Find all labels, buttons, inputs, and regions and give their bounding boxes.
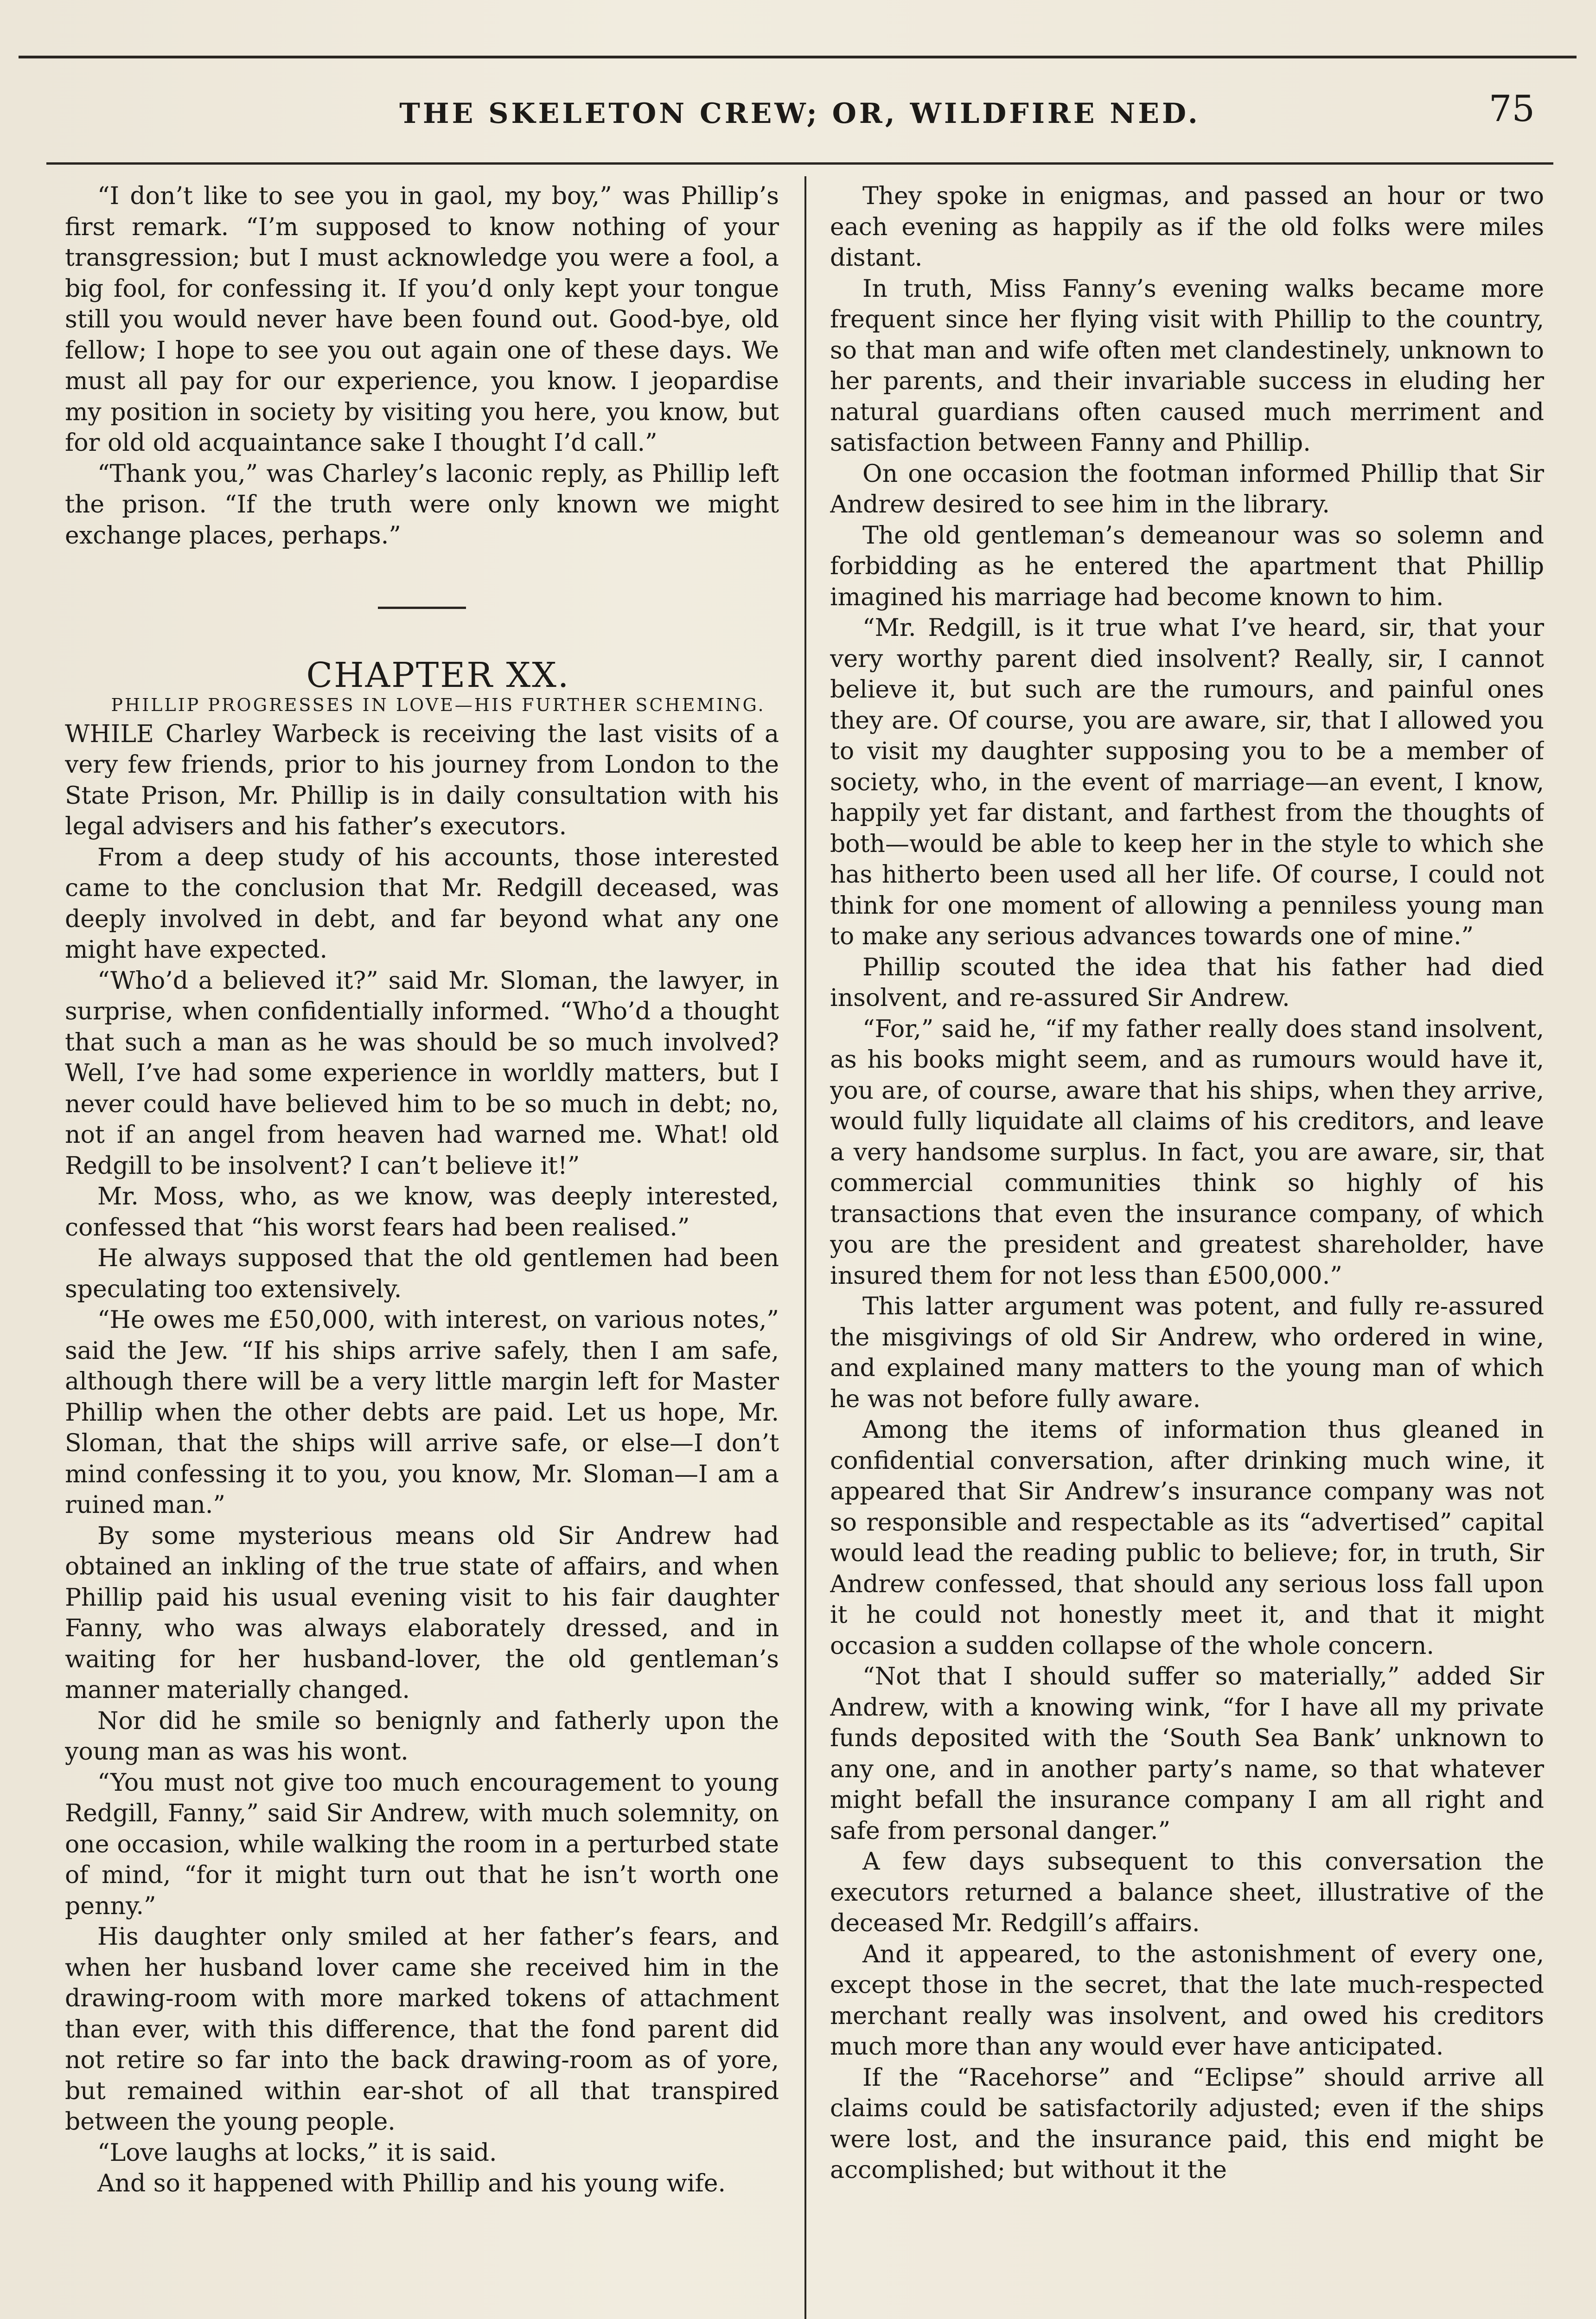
paragraph: On one occasion the footman informed Phillip that Sir Andrew desired to see him in the library. bbox=[830, 460, 1544, 519]
left-column bbox=[65, 181, 779, 2319]
paragraph: Among the items of information thus gleaned in confidential conversation, after drinking much wine, it appeared that Sir Andrew’s insurance company was not so responsible and respectable as its “advertised” capital would lead the reading public to believe; for, in truth, Sir Andrew confessed, that should any serious loss fall upon it he could not honestly meet it, and that it might occasion a sudden collapse of the whole concern. bbox=[830, 1416, 1544, 1660]
paragraph: Mr. Moss, who, as we know, was deeply interested, confessed that “his worst fears had been realised.” bbox=[65, 1183, 779, 1242]
paragraph: “Who’d a believed it?” said Mr. Sloman, the lawyer, in surprise, when confidentially informed. “Who’d a thought that such a man as he was should be so much involved? Well, I’ve had some experience in worldly matters, but I never could have believed him to be so much in debt; no, not if an angel from heaven had warned me. What! old Redgill to be insolvent? I can’t believe it!” bbox=[65, 967, 779, 1180]
paragraph: “You must not give too much encouragement to young Redgill, Fanny,” said Sir Andrew, with much solemnity, on one occasion, while walking the room in a perturbed state of mind, “for it might turn out that he isn’t worth one penny.” bbox=[65, 1768, 779, 1920]
paragraph: “He owes me £50,000, with interest, on various notes,” said the Jew. “If his ships arrive safely, then I am safe, although there will be a very little margin left for Master Phillip when the other debts are paid. Let us hope, Mr. Sloman, that the ships will arrive safe, or else—I don’t mind confessing it to you, you know, Mr. Sloman—I am a ruined man.” bbox=[65, 1306, 779, 1519]
page-number: 75 bbox=[1488, 88, 1535, 130]
column-divider bbox=[804, 176, 806, 2319]
paragraph: This latter argument was potent, and fully re-assured the misgivings of old Sir Andrew, who ordered in wine, and explained many matters to the young man of which he was not before fully aware. bbox=[830, 1293, 1544, 1413]
paragraph: “Mr. Redgill, is it true what I’ve heard, sir, that your very worthy parent died insolvent? Really, sir, I cannot believe it, but such are the rumours, and painful ones they are. Of course, you are aware, sir, that I allowed you to visit my daughter supposing you to be a member of society, who, in the event of marriage—an event, I know, happily yet far distant, and farthest from the thoughts of both—would be able to keep her in the style to which she has hitherto been used all her life. Of course, I could not think for one moment of allowing a penniless young man to make any serious advances towards one of mine.” bbox=[830, 614, 1544, 950]
paragraph: “Love laughs at locks,” it is said. bbox=[97, 2139, 497, 2167]
paragraph: The old gentleman’s demeanour was so solemn and forbidding as he entered the apartment that Phillip imagined his marriage had become known to him. bbox=[830, 521, 1544, 611]
paragraph: They spoke in enigmas, and passed an hour or two each evening as happily as if the old folks were miles distant. bbox=[830, 182, 1544, 272]
chapter-heading: CHAPTER XX. bbox=[306, 655, 570, 695]
paragraph: If the “Racehorse” and “Eclipse” should arrive all claims could be satisfactorily adjusted; even if the ships were lost, and the insurance paid, this end might be accomplished; but without it the bbox=[830, 2063, 1544, 2184]
paragraph: Phillip scouted the idea that his father had died insolvent, and re-assured Sir Andrew. bbox=[830, 953, 1544, 1012]
paragraph: In truth, Miss Fanny’s evening walks became more frequent since her flying visit with Phillip to the country, so that man and wife often met clandestinely, unknown to her parents, and their invariable success in eluding her natural guardians often caused much merriment and satisfaction between Fanny and Phillip. bbox=[830, 275, 1544, 457]
page-header bbox=[46, 70, 1553, 165]
paragraph: WHILE Charley Warbeck is receiving the last visits of a very few friends, prior to his journey from London to the State Prison, Mr. Phillip is in daily consultation with his legal advisers and his father’s executors. bbox=[65, 720, 779, 840]
paragraph: “Thank you,” was Charley’s laconic reply, as Phillip left the prison. “If the truth were only known we might exchange places, perhaps.” bbox=[65, 460, 779, 550]
paragraph: “Not that I should suffer so materially,” added Sir Andrew, with a knowing wink, “for I have all my private funds deposited with the ‘South Sea Bank’ unknown to any one, and in another party’s name, so that whatever might befall the insurance company I am all right and safe from personal danger.” bbox=[830, 1663, 1544, 1845]
paragraph: By some mysterious means old Sir Andrew had obtained an inkling of the true state of affairs, and when Phillip paid his usual evening visit to his fair daughter Fanny, who was always elaborately dressed, and in waiting for her husband-lover, the old gentleman’s manner materially changed. bbox=[65, 1522, 779, 1704]
paragraph: And it appeared, to the astonishment of every one, except those in the secret, that the late much-respected merchant really was insolvent, and owed his creditors much more than any would ever have anticipated. bbox=[830, 1940, 1544, 2061]
paragraph: A few days subsequent to this conversation the executors returned a balance sheet, illustrative of the deceased Mr. Redgill’s affairs. bbox=[830, 1848, 1544, 1937]
paragraph: Nor did he smile so benignly and fatherly upon the young man as was his wont. bbox=[65, 1707, 779, 1766]
paragraph: And so it happened with Phillip and his young wife. bbox=[97, 2170, 726, 2197]
chapter-subtitle: PHILLIP PROGRESSES IN LOVE—HIS FURTHER SCHEMING. bbox=[111, 694, 766, 715]
paragraph: “I don’t like to see you in gaol, my boy,” was Phillip’s first remark. “I’m supposed to know nothing of your transgression; but I must acknowledge you were a fool, a big fool, for confessing it. If you’d only kept your tongue still you would never have been found out. Good-bye, old fellow; I hope to see you out again one of these days. We must all pay for our experience, you know. I jeopardise my position in society by visiting you here, you know, but for old old acquaintance sake I thought I’d call.” bbox=[65, 182, 779, 457]
paragraph: “For,” said he, “if my father really does stand insolvent, as his books might seem, and as rumours would have it, you are, of course, aware that his ships, when they arrive, would fully liquidate all claims of his creditors, and leave a very handsome surplus. In fact, you are aware, sir, that commercial communities think so highly of his transactions that even the insurance company, of which you are the president and greatest shareholder, have insured them for not less than £500,000.” bbox=[830, 1015, 1544, 1290]
paragraph: From a deep study of his accounts, those interested came to the conclusion that Mr. Redgill deceased, was deeply involved in debt, and far beyond what any one might have expected. bbox=[65, 843, 779, 964]
paragraph: He always supposed that the old gentlemen had been speculating too extensively. bbox=[65, 1244, 779, 1303]
running-title: THE SKELETON CREW; OR, WILDFIRE NED. bbox=[399, 97, 1200, 130]
right-column bbox=[830, 181, 1544, 2319]
paragraph: His daughter only smiled at her father’s fears, and when her husband lover came she received him in the drawing-room with more marked tokens of attachment than ever, with this difference, that the fond parent did not retire so far into the back drawing-room as of yore, but remained within ear-shot of all that transpired between the young people. bbox=[65, 1923, 779, 2136]
section-rule bbox=[378, 607, 466, 609]
